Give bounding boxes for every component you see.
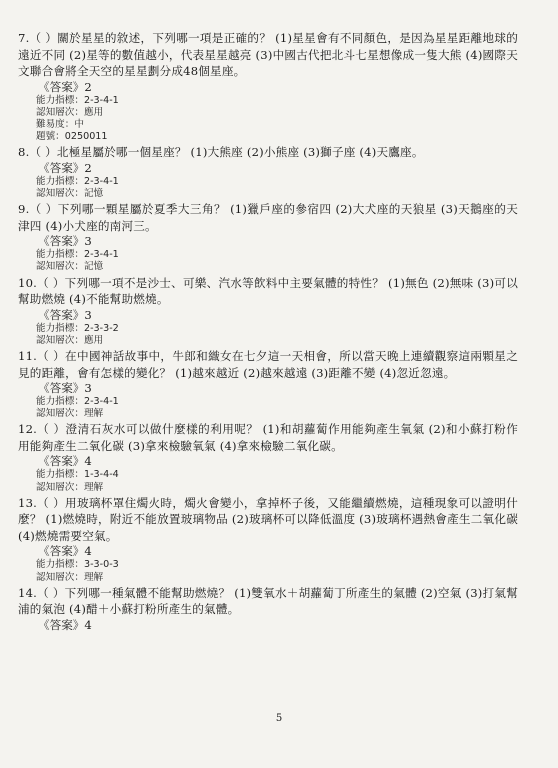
meta-line: 認知層次：應用 <box>36 334 104 346</box>
question-8 <box>18 144 518 200</box>
meta-line: 能力指標：2-3-4-1 <box>36 175 119 187</box>
question-text: 12.（ ）澄清石灰水可以做什麼樣的利用呢？ (1)和胡蘿蔔作用能夠產生氧氣 (2)和小蘇打粉作用能夠產生二氧化碳 (3)拿來檢驗氧氣 (4)拿來檢驗二氧化碳。 <box>18 422 518 453</box>
meta-line: 認知層次：理解 <box>36 408 104 420</box>
answer: 《答案》3 <box>38 307 92 322</box>
answer: 《答案》2 <box>38 160 92 175</box>
question-text: 8.（ ）北極星屬於哪一個星座？ (1)大熊座 (2)小熊座 (3)獅子座 (4)天鷹座。 <box>18 145 424 160</box>
meta-line: 認知層次：應用 <box>36 106 104 118</box>
meta-line: 題號：0250011 <box>36 131 108 143</box>
page-number: 5 <box>275 713 283 724</box>
question-text: 9.（ ）下列哪一顆星屬於夏季大三角？ (1)獵戶座的參宿四 (2)大犬座的天狼星 (3)天鵝座的天津四 (4)小犬座的南河三。 <box>18 202 518 233</box>
question-text: 13.（ ）用玻璃杯罩住燭火時，燭火會變小，拿掉杯子後，又能繼續燃燒，這種現象可以證明什麼？ (1)燃燒時，附近不能放置玻璃物品 (2)玻璃杯可以降低溫度 (3)玻璃杯遇熱會產生二氧化碳 (4)燃燒需要空氣。 <box>18 495 518 543</box>
question-10 <box>18 275 518 347</box>
meta-line: 能力指標：1-3-4-4 <box>36 469 119 481</box>
answer: 《答案》3 <box>38 381 92 396</box>
meta-line: 能力指標：2-3-3-2 <box>36 322 119 334</box>
answer: 《答案》4 <box>38 454 92 469</box>
question-12 <box>18 421 518 493</box>
meta-line: 認知層次：理解 <box>36 571 104 583</box>
question-13 <box>18 495 518 584</box>
exam-page <box>18 30 518 634</box>
question-text: 11.（ ）在中國神話故事中，牛郎和織女在七夕這一天相會，所以當天晚上連續觀察這兩顆星之見的距離，會有怎樣的變化？ (1)越來越近 (2)越來越遠 (3)距離不變 (4)忽近忽遠。 <box>18 349 518 380</box>
answer: 《答案》2 <box>38 79 92 94</box>
answer: 《答案》4 <box>38 617 92 632</box>
meta-line: 能力指標：2-3-4-1 <box>36 94 119 106</box>
question-11 <box>18 348 518 420</box>
meta-line: 認知層次：記憶 <box>36 188 104 200</box>
meta-line: 認知層次：記憶 <box>36 261 104 273</box>
question-7 <box>18 30 518 143</box>
question-text: 10.（ ）下列哪一項不是沙士、可樂、汽水等飲料中主要氣體的特性？ (1)無色 (2)無味 (3)可以幫助燃燒 (4)不能幫助燃燒。 <box>18 275 518 307</box>
meta-line: 能力指標：2-3-4-1 <box>36 396 119 408</box>
question-9 <box>18 201 518 273</box>
meta-line: 能力指標：2-3-4-1 <box>36 249 119 261</box>
question-text: 14.（ ）下列哪一種氣體不能幫助燃燒？ (1)雙氧水＋胡蘿蔔丁所產生的氣體 (2)空氣 (3)打氣幫浦的氣泡 (4)醋＋小蘇打粉所產生的氣體。 <box>18 585 518 617</box>
question-14 <box>18 585 518 633</box>
answer: 《答案》4 <box>38 544 92 559</box>
meta-line: 認知層次：理解 <box>36 481 104 493</box>
meta-line: 能力指標：3-3-0-3 <box>36 559 119 571</box>
meta-line: 難易度：中 <box>36 118 84 130</box>
answer: 《答案》3 <box>38 234 92 249</box>
question-text: 7.（ ）關於星星的敘述，下列哪一項是正確的？ (1)星星會有不同顏色，是因為星星距離地球的遠近不同 (2)星等的數值越小，代表星星越亮 (3)中國古代把北斗七星想像成一隻大熊 (4)國際天文聯合會將全天空的星星劃分成48個星座。 <box>18 31 518 78</box>
